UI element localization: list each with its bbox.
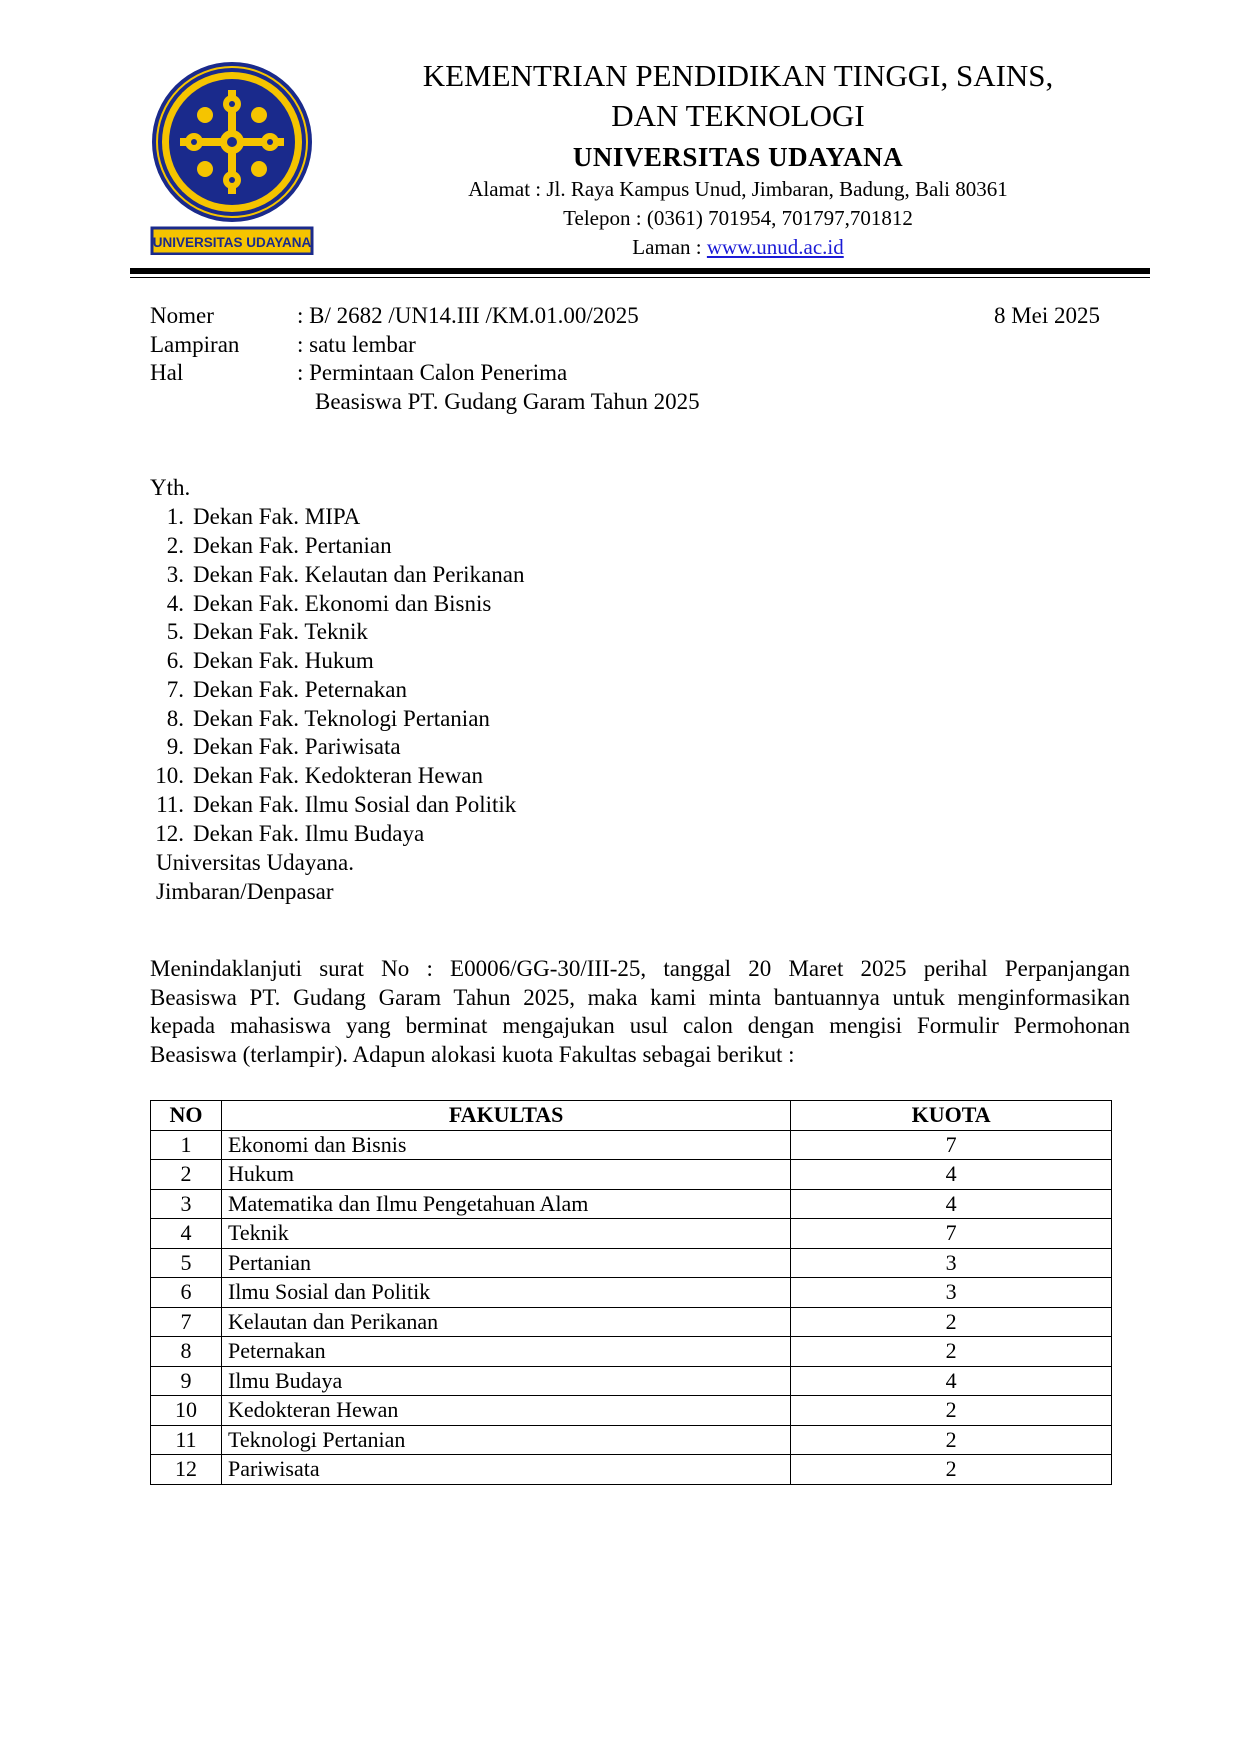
greeting: Yth. (150, 475, 191, 500)
cell-quota: 2 (791, 1455, 1112, 1485)
list-item-text: Dekan Fak. Ilmu Budaya (193, 821, 425, 846)
cell-no: 1 (151, 1130, 222, 1160)
ministry-name-line-1: KEMENTRIAN PENDIDIKAN TINGGI, SAINS, (422, 58, 1054, 93)
cell-quota: 2 (791, 1307, 1112, 1337)
table-row (151, 1366, 1112, 1396)
table-row (151, 1307, 1112, 1337)
body-paragraph (150, 955, 1130, 1069)
cell-faculty: Ilmu Budaya (221, 1366, 790, 1396)
letter-number-label: Nomer (150, 303, 214, 328)
cell-no: 8 (151, 1337, 222, 1367)
cell-no: 5 (151, 1248, 222, 1278)
cell-quota: 3 (791, 1248, 1112, 1278)
table-row (151, 1455, 1112, 1485)
website (380, 235, 1096, 260)
cell-no: 9 (151, 1366, 222, 1396)
list-item-text: Dekan Fak. Ilmu Sosial dan Politik (193, 792, 517, 817)
cell-faculty: Kedokteran Hewan (221, 1396, 790, 1426)
subject-label: Hal (150, 360, 184, 385)
cell-quota: 4 (791, 1189, 1112, 1219)
recipient-location: Jimbaran/Denpasar (156, 879, 334, 904)
list-item-number: 5. (166, 619, 184, 644)
quota-table (150, 1100, 1112, 1485)
table-row (151, 1278, 1112, 1308)
table-row (151, 1248, 1112, 1278)
table-row (151, 1396, 1112, 1426)
cell-no: 10 (151, 1396, 222, 1426)
cell-faculty: Teknologi Pertanian (221, 1425, 790, 1455)
body-line-3: kepada mahasiswa yang berminat mengajukan usul calon dengan mengisi Formulir Permohonan (150, 1013, 1130, 1038)
list-item-number: 7. (166, 677, 184, 702)
subject-value-2: Beasiswa PT. Gudang Garam Tahun 2025 (315, 389, 700, 414)
table-row (151, 1130, 1112, 1160)
cell-faculty: Ekonomi dan Bisnis (221, 1130, 790, 1160)
list-item-number: 4. (166, 591, 184, 616)
cell-no: 6 (151, 1278, 222, 1308)
table-row (151, 1337, 1112, 1367)
list-item-number: 1. (166, 504, 184, 529)
cell-quota: 7 (791, 1219, 1112, 1249)
list-item-text: Dekan Fak. Hukum (193, 648, 374, 673)
table-row (151, 1189, 1112, 1219)
attachment-value: : satu lembar (297, 332, 416, 357)
list-item-number: 11. (156, 792, 184, 817)
cell-faculty: Kelautan dan Perikanan (221, 1307, 790, 1337)
list-item-text: Dekan Fak. Kelautan dan Perikanan (193, 562, 525, 587)
cell-quota: 3 (791, 1278, 1112, 1308)
attachment-label: Lampiran (150, 332, 240, 357)
list-item-number: 6. (166, 648, 184, 673)
letter-number-value: : B/ 2682 /UN14.III /KM.01.00/2025 (297, 303, 639, 328)
letter-date: 8 Mei 2025 (993, 303, 1100, 328)
cell-no: 4 (151, 1219, 222, 1249)
cell-no: 7 (151, 1307, 222, 1337)
cell-no: 11 (151, 1425, 222, 1455)
list-item-text: Dekan Fak. Peternakan (193, 677, 407, 702)
cell-faculty: Pariwisata (221, 1455, 790, 1485)
body-line-1: Menindaklanjuti surat No : E0006/GG-30/III-25, tanggal 20 Maret 2025 perihal Perpanjangan (150, 956, 1130, 981)
cell-faculty: Pertanian (221, 1248, 790, 1278)
list-item-number: 3. (166, 562, 184, 587)
header-rule-thin (130, 277, 1150, 278)
list-item-text: Dekan Fak. Ekonomi dan Bisnis (193, 591, 492, 616)
table-header-row (151, 1101, 1112, 1131)
cell-quota: 4 (791, 1160, 1112, 1190)
list-item-text: Dekan Fak. Pariwisata (193, 734, 401, 759)
address: Alamat : Jl. Raya Kampus Unud, Jimbaran, Badung, Bali 80361 (468, 177, 1008, 201)
list-item-text: Dekan Fak. Teknik (193, 619, 368, 644)
cell-faculty: Matematika dan Ilmu Pengetahuan Alam (221, 1189, 790, 1219)
header-no: NO (151, 1101, 222, 1131)
cell-faculty: Ilmu Sosial dan Politik (221, 1278, 790, 1308)
cell-quota: 2 (791, 1425, 1112, 1455)
list-item-number: 8. (166, 706, 184, 731)
cell-no: 2 (151, 1160, 222, 1190)
list-item-number: 10. (155, 763, 184, 788)
cell-no: 12 (151, 1455, 222, 1485)
cell-quota: 4 (791, 1366, 1112, 1396)
cell-faculty: Peternakan (221, 1337, 790, 1367)
university-logo (150, 60, 315, 255)
header-faculty: FAKULTAS (221, 1101, 790, 1131)
ministry-name-line-2: DAN TEKNOLOGI (611, 98, 865, 133)
table-row (151, 1219, 1112, 1249)
university-name: UNIVERSITAS UDAYANA (572, 142, 904, 172)
table-row (151, 1425, 1112, 1455)
phone: Telepon : (0361) 701954, 701797,701812 (563, 206, 913, 230)
cell-quota: 2 (791, 1396, 1112, 1426)
list-item-text: Dekan Fak. MIPA (193, 504, 361, 529)
recipient-institution: Universitas Udayana. (156, 850, 354, 875)
list-item-text: Dekan Fak. Kedokteran Hewan (193, 763, 483, 788)
cell-no: 3 (151, 1189, 222, 1219)
subject-value-1: : Permintaan Calon Penerima (297, 360, 568, 385)
list-item-number: 12. (155, 821, 184, 846)
header-quota: KUOTA (791, 1101, 1112, 1131)
cell-faculty: Teknik (221, 1219, 790, 1249)
body-line-4: Beasiswa (terlampir). Adapun alokasi kuota Fakultas sebagai berikut : (150, 1041, 795, 1067)
header-rule-thick (130, 268, 1150, 274)
website-link[interactable]: www.unud.ac.id (706, 235, 844, 259)
list-item-number: 9. (166, 734, 184, 759)
body-line-2: Beasiswa PT. Gudang Garam Tahun 2025, maka kami minta bantuannya untuk menginformasikan (150, 984, 1130, 1010)
list-item-number: 2. (166, 533, 184, 558)
table-row (151, 1160, 1112, 1190)
cell-quota: 2 (791, 1337, 1112, 1367)
website-label: Laman : (632, 235, 707, 259)
list-item-text: Dekan Fak. Teknologi Pertanian (193, 706, 490, 731)
cell-faculty: Hukum (221, 1160, 790, 1190)
logo-text: UNIVERSITAS UDAYANA (152, 235, 312, 250)
list-item-text: Dekan Fak. Pertanian (193, 533, 392, 558)
cell-quota: 7 (791, 1130, 1112, 1160)
